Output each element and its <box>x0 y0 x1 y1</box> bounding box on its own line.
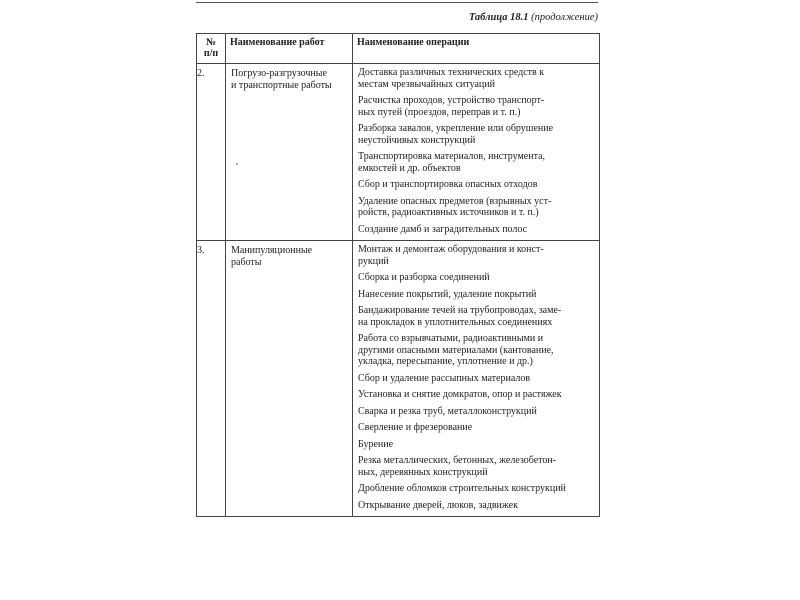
header-operation-name: Наименование операции <box>353 34 600 64</box>
header-number: № п/п <box>197 34 226 64</box>
row-operations <box>353 241 600 517</box>
operation-item: Расчистка проходов, устройство транспорт- ных путей (проездов, переправ и т. п.) <box>358 95 545 118</box>
table-caption <box>469 12 598 23</box>
operation-item: Дробление обломков строительных конструкций <box>358 483 566 494</box>
top-rule <box>196 2 598 3</box>
operation-item: Сборка и разборка соединений <box>358 272 490 283</box>
scan-speck <box>236 163 238 165</box>
table-row <box>197 241 600 517</box>
operation-item: Работа со взрывчатыми, радиоактивными и другими опасными материалами (кантование, укладка, пересыпание, уплотнение и др.) <box>358 333 554 367</box>
operation-item: Создание дамб и заградительных полос <box>358 223 528 235</box>
operation-item: Монтаж и демонтаж оборудования и конст- рукций <box>358 244 544 267</box>
operations-table <box>196 33 600 517</box>
operation-item: Резка металлических, бетонных, железобетон- ных, деревянных конструкций <box>358 455 557 478</box>
header-row <box>197 34 600 64</box>
operation-item: Сбор и транспортировка опасных отходов <box>358 179 538 190</box>
operation-item: Транспортировка материалов, инструмента, емкостей и др. объектов <box>358 151 546 174</box>
operation-item: Сварка и резка труб, металлоконструкций <box>358 405 537 417</box>
operation-item: Бурение <box>358 438 394 450</box>
operation-item: Нанесение покрытий, удаление покрытий <box>358 288 537 300</box>
operation-item: Разборка завалов, укрепление или обрушение неустойчивых конструкций <box>358 123 554 146</box>
table-body <box>197 64 600 517</box>
table-header <box>197 34 600 64</box>
table-caption-number: Таблица 18.1 <box>468 12 529 23</box>
header-work-name: Наименование работ <box>226 34 353 64</box>
operation-item: Сверление и фрезерование <box>358 422 473 433</box>
operation-item: Удаление опасных предметов (взрывных уст- ройств, радиоактивных источников и т. п.) <box>358 195 552 218</box>
table-row <box>197 64 600 241</box>
operation-item: Установка и снятие домкратов, опор и растяжек <box>358 389 562 400</box>
row-number: 3. <box>197 241 226 517</box>
operation-item: Открывание дверей, люков, задвижек <box>358 499 518 511</box>
operation-item: Сбор и удаление рассыпных материалов <box>358 372 531 384</box>
row-work-name: Манипуляционные работы <box>226 241 353 517</box>
row-number: 2. <box>197 64 226 241</box>
operation-item: Доставка различных технических средств к местам чрезвычайных ситуаций <box>358 67 545 90</box>
table-caption-continuation: (продолжение) <box>531 12 598 23</box>
row-work-name: Погрузо-разгрузочные и транспортные работы <box>226 64 353 241</box>
row-operations <box>353 64 600 241</box>
operation-item: Бандажирование течей на трубопроводах, заме- на прокладок в уплотнительных соединениях <box>358 305 562 328</box>
